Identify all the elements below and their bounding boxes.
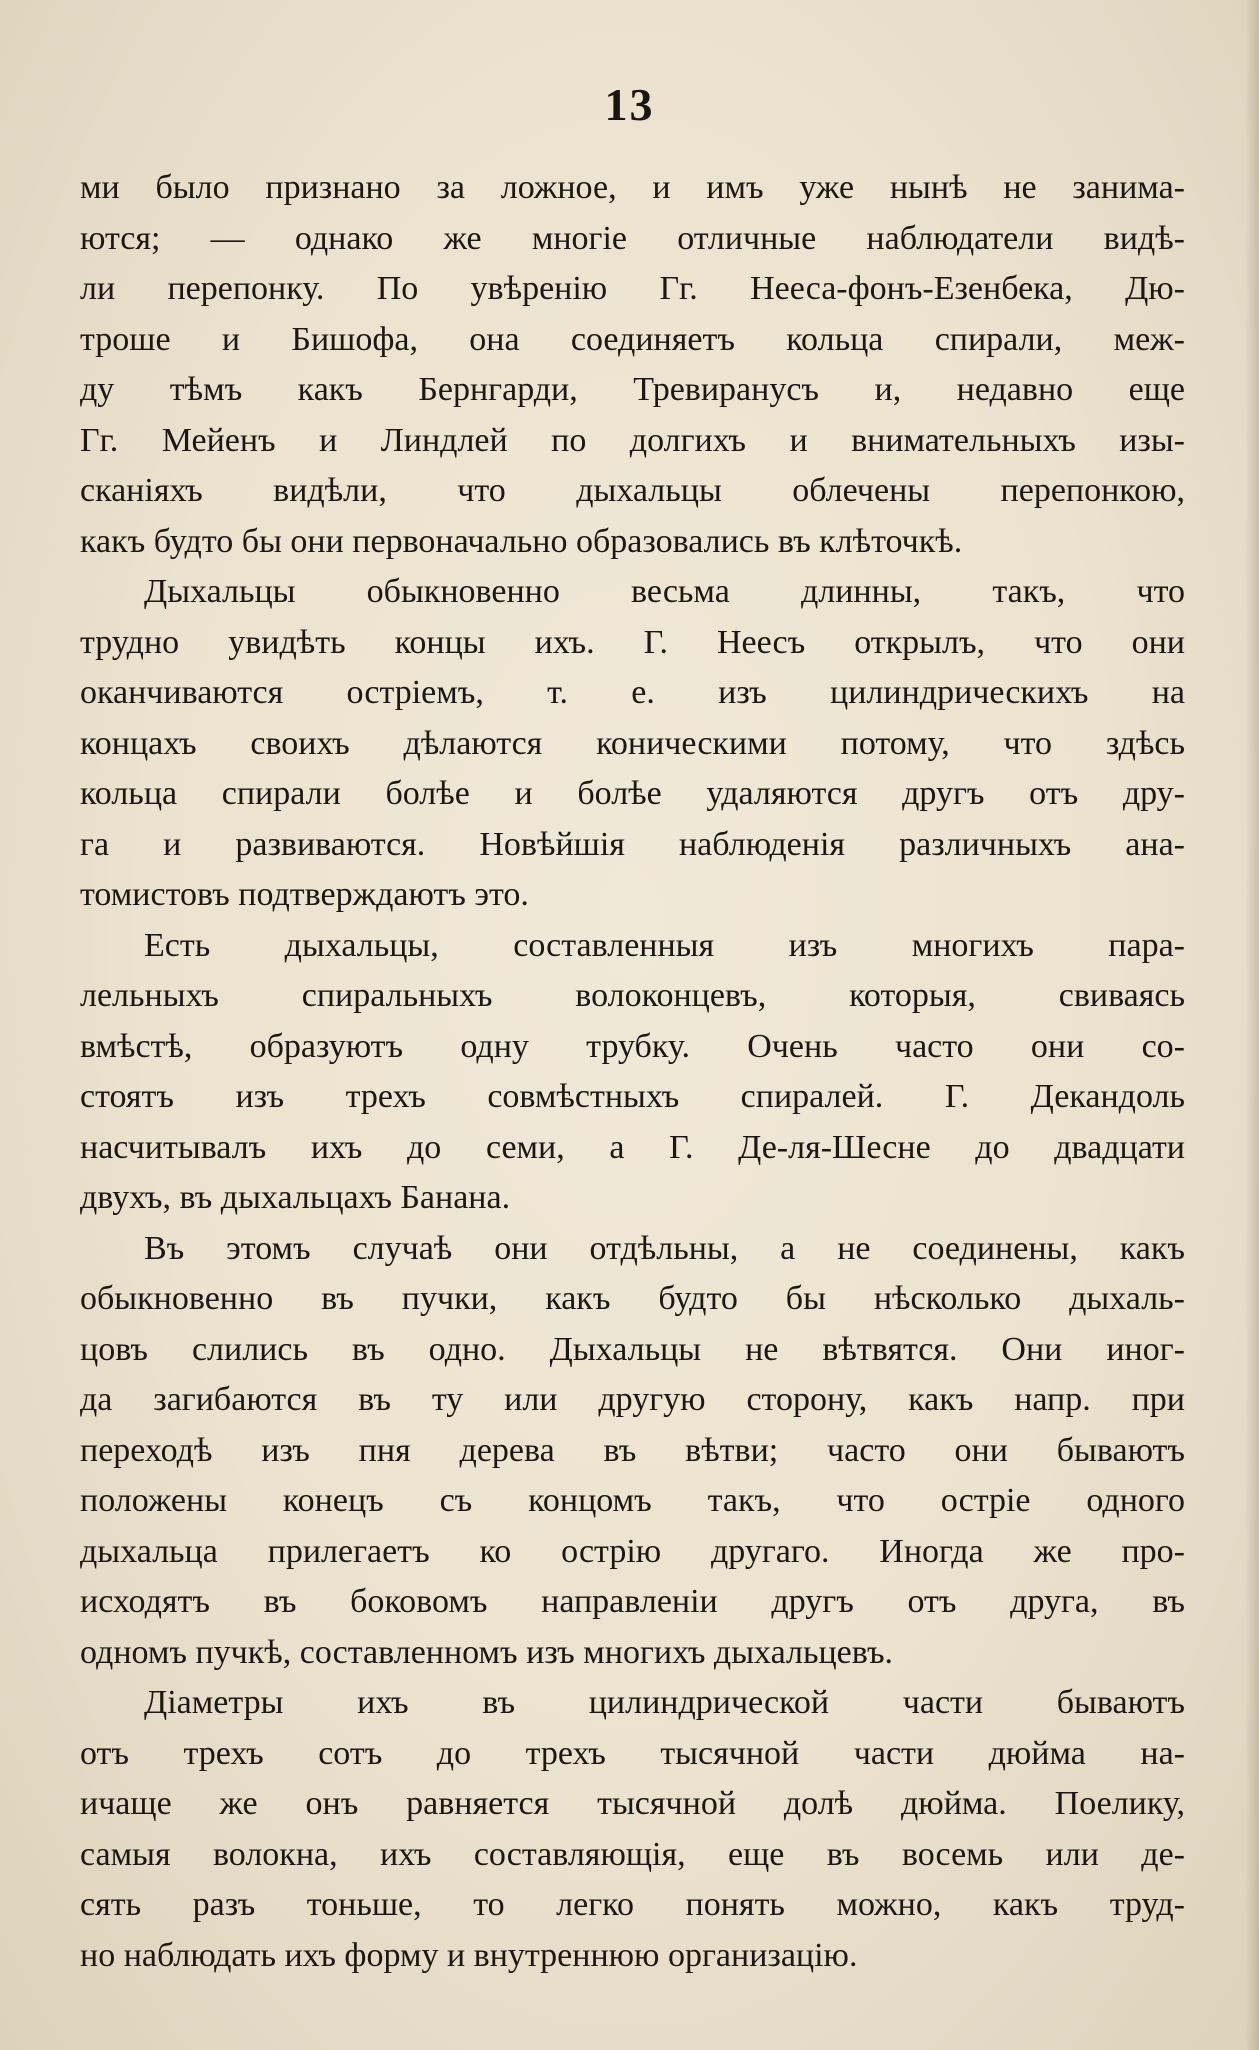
text-line: цовъ слились въ одно. Дыхальцы не вѣтвятся. Они иног-: [80, 1330, 1185, 1368]
text-line: ду тѣмъ какъ Бернгарди, Тревиранусъ и, недавно еще: [80, 371, 1185, 408]
text-line: какъ будто бы они первоначально образовались въ клѣточкѣ.: [80, 522, 963, 560]
text-line: оканчиваются остріемъ, т. е. изъ цилиндрическихъ на: [80, 674, 1185, 711]
body-text: [80, 163, 1185, 1981]
text-line: двухъ, въ дыхальцахъ Банана.: [80, 1179, 511, 1216]
text-line: ются; — однако же многіе отличные наблюдатели видѣ-: [80, 219, 1185, 257]
text-line: сять разъ тоньше, то легко понять можно, какъ труд-: [80, 1886, 1185, 1923]
text-line: вмѣстѣ, образуютъ одну трубку. Очень часто они со-: [80, 1027, 1185, 1065]
paragraph: [80, 1224, 1185, 1679]
text-line: концахъ своихъ дѣлаются коническими потому, что здѣсь: [80, 724, 1185, 762]
text-line: переходѣ изъ пня дерева въ вѣтви; часто они бываютъ: [80, 1431, 1185, 1469]
text-line: но наблюдать ихъ форму и внутреннюю организацію.: [80, 1936, 858, 1974]
text-line: троше и Бишофа, она соединяетъ кольца спирали, меж-: [80, 320, 1185, 358]
text-line: положены конецъ съ концомъ такъ, что остріе одного: [80, 1482, 1185, 1519]
text-line: стоятъ изъ трехъ совмѣстныхъ спиралей. Г. Декандоль: [80, 1078, 1185, 1115]
paragraph: [80, 1678, 1185, 1981]
text-line: га и развиваются. Новѣйшія наблюденія различныхъ ана-: [80, 825, 1185, 863]
page-number: 13: [604, 79, 655, 130]
text-line: ми было признано за ложное, и имъ уже нынѣ не занима-: [80, 169, 1185, 206]
paragraph: [80, 567, 1185, 921]
text-line: Гг. Мейенъ и Линдлей по долгихъ и внимательныхъ изы-: [80, 421, 1185, 459]
text-line: лельныхъ спиральныхъ волоконцевъ, которыя, свиваясь: [80, 977, 1185, 1014]
text-line: сканіяхъ видѣли, что дыхальцы облечены перепонкою,: [80, 472, 1185, 509]
text-line: да загибаются въ ту или другую сторону, какъ напр. при: [80, 1381, 1185, 1418]
text-line: дыхальца прилегаетъ ко острію другаго. Иногда же про-: [80, 1532, 1185, 1570]
paragraph: [80, 921, 1185, 1224]
text-line: Діаметры ихъ въ цилиндрической части бываютъ: [144, 1684, 1185, 1721]
text-line: самыя волокна, ихъ составляющія, еще въ восемь или де-: [80, 1835, 1185, 1873]
text-line: Въ этомъ случаѣ они отдѣльны, а не соединены, какъ: [144, 1229, 1185, 1267]
text-line: Дыхальцы обыкновенно весьма длинны, такъ, что: [144, 573, 1185, 610]
text-line: ичаще же онъ равняется тысячной долѣ дюйма. Поелику,: [80, 1785, 1185, 1822]
text-line: Есть дыхальцы, составленныя изъ многихъ пара-: [144, 926, 1185, 964]
text-line: ли перепонку. По увѣренію Гг. Нееса-фонъ-Езенбека, Дю-: [80, 270, 1185, 307]
text-line: исходятъ въ боковомъ направленіи другъ отъ друга, въ: [80, 1583, 1185, 1620]
text-line: насчитывалъ ихъ до семи, а Г. Де-ля-Шесне до двадцати: [80, 1128, 1185, 1166]
paragraph: [80, 163, 1185, 567]
text-line: обыкновенно въ пучки, какъ будто бы нѣсколько дыхаль-: [80, 1280, 1185, 1317]
text-line: томистовъ подтверждаютъ это.: [80, 876, 529, 913]
text-line: трудно увидѣть концы ихъ. Г. Неесъ открылъ, что они: [80, 623, 1185, 661]
text-line: одномъ пучкѣ, составленномъ изъ многихъ дыхальцевъ.: [80, 1633, 894, 1671]
text-line: отъ трехъ сотъ до трехъ тысячной части дюйма на-: [80, 1734, 1185, 1772]
text-line: кольца спирали болѣе и болѣе удаляются другъ отъ дру-: [80, 775, 1185, 812]
